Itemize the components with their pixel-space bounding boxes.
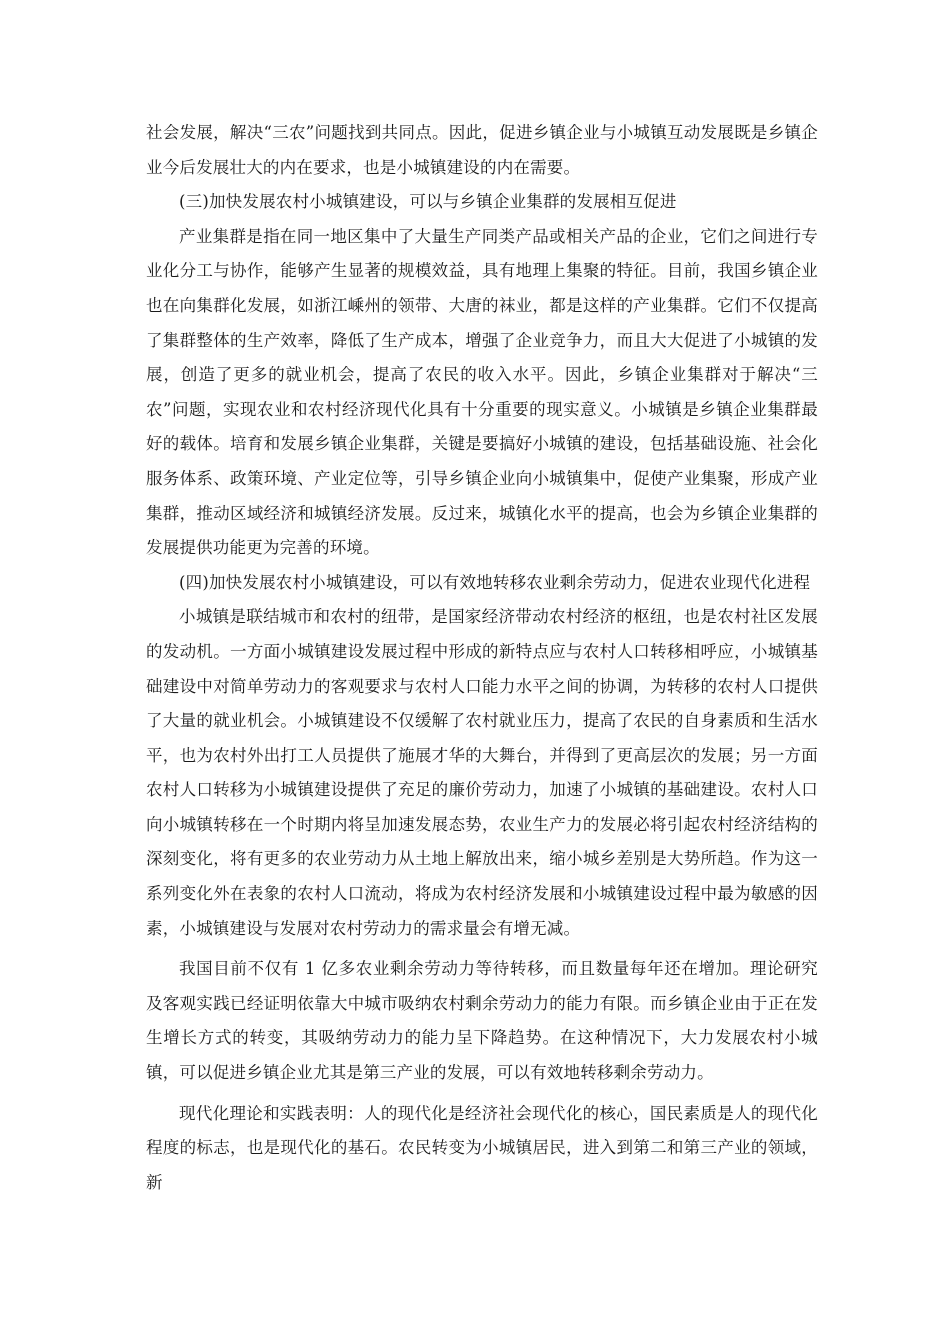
paragraph-industry-cluster: 产业集群是指在同一地区集中了大量生产同类产品或相关产品的企业，它们之间进行专业化分工与协作，能够产生显著的规模效益，具有地理上集聚的特征。目前，我国乡镇企业也在向集群化发展，如浙江嵊州的领带、大唐的袜业，都是这样的产业集群。它们不仅提高了集群整体的生产效率，降低了生产成本，增强了企业竞争力，而且大大促进了小城镇的发展，创造了更多的就业机会，提高了农民的收入水平。因此，乡镇企业集群对于解决“三农”问题，实现农业和农村经济现代化具有十分重要的现实意义。小城镇是乡镇企业集群最好的载体。培育和发展乡镇企业集群，关键是要搞好小城镇的建设，包括基础设施、社会化服务体系、政策环境、产业定位等，引导乡镇企业向小城镇集中，促使产业集聚，形成产业集群，推动区域经济和城镇经济发展。反过来，城镇化水平的提高，也会为乡镇企业集群的发展提供功能更为完善的环境。 — [146, 226, 818, 558]
paragraph-surplus-labor: 我国目前不仅有 1 亿多农业剩余劳动力等待转移，而且数量每年还在增加。理论研究及客观实践已经证明依靠大中城市吸纳农村剩余劳动力的能力有限。而乡镇企业由于正在发生增长方式的转变，其吸纳劳动力的能力呈下降趋势。在这种情况下，大力发展农村小城镇，可以促进乡镇企业尤其是第三产业的发展，可以有效地转移剩余劳动力。 — [146, 959, 818, 1083]
section-heading-3: (三)加快发展农村小城镇建设，可以与乡镇企业集群的发展相互促进 — [179, 192, 677, 212]
paragraph-small-towns: 小城镇是联结城市和农村的纽带，是国家经济带动农村经济的枢纽，也是农村社区发展的发动机。一方面小城镇建设发展过程中形成的新特点应与农村人口转移相呼应，小城镇基础建设中对简单劳动力的客观要求与农村人口能力水平之间的协调，为转移的农村人口提供了大量的就业机会。小城镇建设不仅缓解了农村就业压力，提高了农民的自身素质和生活水平，也为农村外出打工人员提供了施展才华的大舞台，并得到了更高层次的发展；另一方面农村人口转移为小城镇建设提供了充足的廉价劳动力，加速了小城镇的基础建设。农村人口向小城镇转移在一个时期内将呈加速发展态势，农业生产力的发展必将引起农村经济结构的深刻变化，将有更多的农业劳动力从土地上解放出来，缩小城乡差别是大势所趋。作为这一系列变化外在表象的农村人口流动，将成为农村经济发展和小城镇建设过程中最为敏感的因素，小城镇建设与发展对农村劳动力的需求量会有增无减。 — [146, 607, 818, 938]
paragraph-modernization: 现代化理论和实践表明：人的现代化是经济社会现代化的核心，国民素质是人的现代化程度的标志，也是现代化的基石。农民转变为小城镇居民，进入到第二和第三产业的领域，新 — [146, 1103, 818, 1192]
document-body — [146, 116, 818, 1200]
section-heading-4: (四)加快发展农村小城镇建设，可以有效地转移农业剩余劳动力，促进农业现代化进程 — [179, 572, 811, 592]
paragraph-1: 社会发展，解决“三农”问题找到共同点。因此，促进乡镇企业与小城镇互动发展既是乡镇企业今后发展壮大的内在要求，也是小城镇建设的内在需要。 — [146, 123, 818, 177]
